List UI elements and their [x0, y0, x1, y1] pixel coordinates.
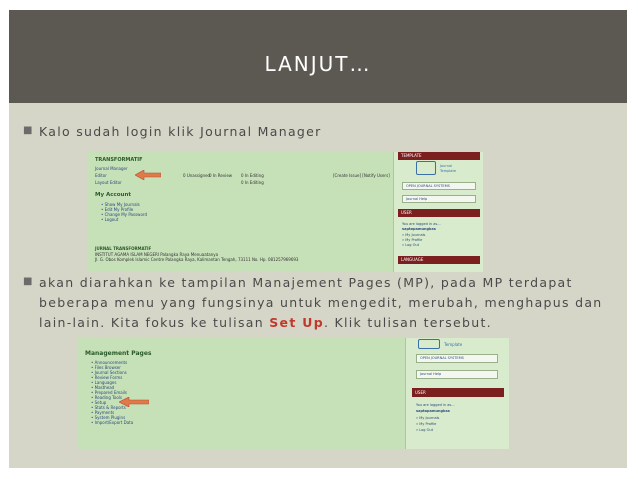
account-link[interactable]: • Edit My Profile — [101, 207, 134, 212]
red-arrow-icon — [119, 397, 149, 407]
management-link[interactable]: • Announcements — [91, 360, 128, 365]
setup-link[interactable]: • Setup — [91, 400, 107, 405]
ojs-link-box[interactable]: OPEN JOURNAL SYSTEMS — [402, 182, 476, 190]
sidebar — [393, 152, 483, 272]
setup-highlight: Set Up — [269, 315, 324, 330]
sidebar-user-link[interactable]: » My Profile — [416, 422, 437, 426]
sidebar-logo-text: Template — [444, 342, 463, 347]
role-layout-editor-link[interactable]: Layout Editor — [95, 180, 122, 185]
ojs-logo-icon — [418, 339, 440, 349]
bullet-text-2: akan diarahkan ke tampilan Manajement Pages (MP), pada MP terdapat beberapa menu yang fungsinya untuk mengedit, merubah, menghapus dan lain-lain. Kita fokus ke tulisan Set Up. Klik tulisan tersebut. — [39, 275, 603, 330]
ojs-logo-icon — [416, 161, 436, 175]
my-account-heading: My Account — [95, 192, 131, 198]
account-link[interactable]: • Change My Password — [101, 212, 147, 217]
account-link[interactable]: • Logout — [101, 217, 119, 222]
sidebar-user-link[interactable]: » Log Out — [416, 428, 433, 432]
management-pages-title: Management Pages — [85, 350, 152, 357]
editor-in-editing-count[interactable]: 0 In Editing — [241, 173, 264, 178]
footer-institution: INSTITUT AGAMA ISLAM NEGERI Palangka Raya Menuaatanya — [95, 252, 219, 257]
sidebar-template-header: TEMPLATE — [398, 152, 480, 160]
journal-heading: TRANSFORMATIF — [95, 157, 143, 163]
management-link[interactable]: • Payments — [91, 410, 115, 415]
management-link[interactable]: • Prepared Emails — [91, 390, 127, 395]
journal-manager-screenshot — [87, 152, 483, 272]
slide — [9, 10, 627, 468]
management-link[interactable]: • Review Forms — [91, 375, 123, 380]
management-link[interactable]: • System Plugins — [91, 415, 126, 420]
user-home-panel — [87, 152, 393, 272]
logged-in-label: You are logged in as... — [416, 403, 455, 407]
role-editor-link[interactable]: Editor — [95, 173, 107, 178]
logged-in-username: saptopamungkas — [402, 227, 436, 231]
layout-in-editing-count[interactable]: 0 In Editing — [241, 180, 264, 185]
footer-address: Jl. G. Obos Komplek Islamic Centre Palangka Raya, Kalimantan Tengah, 73111 No. Hp. 081257969693 — [95, 257, 299, 262]
sidebar-user-link[interactable]: » Log Out — [402, 243, 419, 247]
slide-header — [9, 10, 627, 103]
management-link[interactable]: • Journal Sections — [91, 370, 127, 375]
management-link[interactable]: • Masthead — [91, 385, 115, 390]
bullet-square-icon: ■ — [23, 125, 34, 136]
sidebar-user-header: USER — [412, 388, 504, 397]
management-link[interactable]: • Stats & Reports — [91, 405, 126, 410]
bullet-item-1 — [23, 122, 613, 142]
footer-journal-title: JURNAL TRANSFORMATIF — [95, 246, 152, 251]
management-link[interactable]: • Import/Export Data — [91, 420, 134, 425]
management-pages-panel — [77, 338, 405, 449]
bullet-item-2 — [23, 273, 613, 335]
account-link[interactable]: • Show My Journals — [101, 202, 140, 207]
logged-in-label: You are logged in as... — [402, 222, 441, 226]
journal-help-link[interactable]: Journal Help — [416, 370, 498, 379]
editor-in-review-count[interactable]: 0 In Review — [209, 173, 233, 178]
management-pages-screenshot — [77, 338, 509, 449]
management-link[interactable]: • Reading Tools — [91, 395, 123, 400]
journal-help-link[interactable]: Journal Help — [402, 195, 476, 203]
bullet-text-1: Kalo sudah login klik Journal Manager — [39, 124, 322, 139]
role-journal-manager-link[interactable]: Journal Manager — [95, 166, 128, 171]
bullet-square-icon: ■ — [23, 276, 34, 287]
management-link[interactable]: • Languages — [91, 380, 117, 385]
editor-actions-links[interactable]: [Create Issue] [Notify Users] — [333, 173, 390, 178]
ojs-link-box[interactable]: OPEN JOURNAL SYSTEMS — [416, 354, 498, 363]
slide-title: LANJUT… — [264, 52, 372, 76]
sidebar-logo-text: Journal Template — [440, 164, 456, 173]
red-arrow-icon — [135, 170, 161, 180]
sidebar-user-link[interactable]: » My Profile — [402, 238, 423, 242]
sidebar-language-header: LANGUAGE — [398, 256, 480, 264]
management-link[interactable]: • Files Browser — [91, 365, 121, 370]
sidebar-user-link[interactable]: » My Journals — [402, 233, 426, 237]
sidebar-user-link[interactable]: » My Journals — [416, 416, 440, 420]
editor-unassigned-count[interactable]: 0 Unassigned — [183, 173, 211, 178]
sidebar-user-header: USER — [398, 209, 480, 217]
logged-in-username: saptopamungkas — [416, 409, 450, 413]
sidebar — [405, 338, 509, 449]
